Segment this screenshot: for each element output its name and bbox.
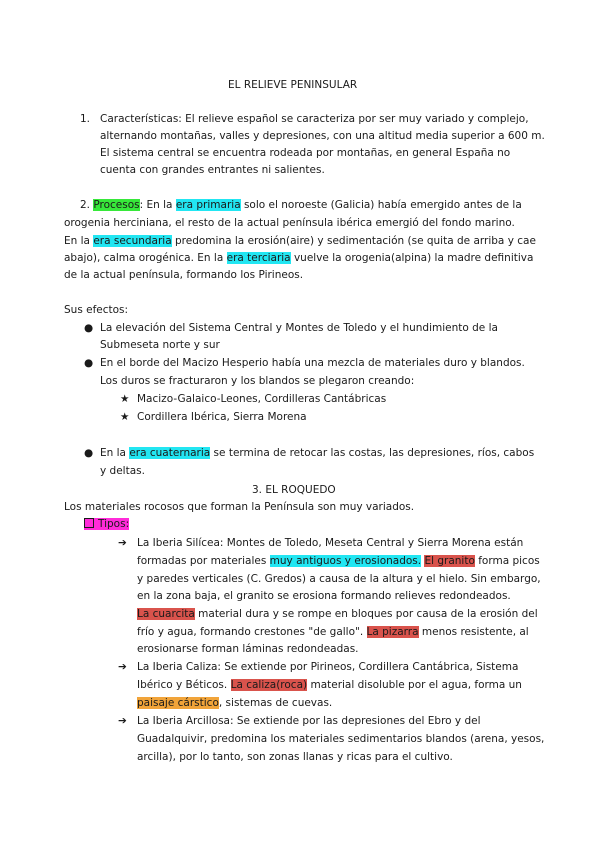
section2-text: abajo), calma orogénica. En la: [64, 252, 227, 264]
caliza-text: Ibérico y Béticos.: [137, 679, 231, 691]
highlight-era-terciaria: era terciaria: [226, 252, 291, 264]
section2-text: En la: [64, 235, 94, 247]
section2-line: [64, 234, 536, 248]
arrow-icon: ➔: [118, 661, 127, 673]
tipos-label-row: [84, 517, 129, 531]
efectos-line: y deltas.: [100, 465, 145, 477]
silicea-text: forma picos: [474, 555, 540, 567]
bullet-dot: ●: [84, 322, 94, 334]
highlight-pizarra: La pizarra: [366, 626, 419, 638]
section2-line: [80, 198, 522, 212]
silicea-line: [137, 625, 529, 639]
highlight-granito: El granito: [424, 555, 475, 567]
efectos-line: [100, 446, 534, 460]
efectos-subitem: Macizo-Galaico-Leones, Cordilleras Cantábricas: [137, 393, 387, 405]
caliza-text: , sistemas de cuevas.: [218, 697, 333, 709]
efectos-line: La elevación del Sistema Central y Montes de Toledo y el hundimiento de la: [100, 322, 498, 334]
arrow-icon: ➔: [118, 715, 127, 727]
section2-line: orogenia herciniana, el resto de la actual península ibérica emergió del fondo marino.: [64, 217, 515, 229]
page-title: EL RELIEVE PENINSULAR: [228, 79, 358, 91]
procesos-label: Procesos: [93, 199, 140, 211]
highlight-era-primaria: era primaria: [175, 199, 241, 211]
section1-number: 1.: [80, 113, 91, 125]
silicea-text: material dura y se rompe en bloques por causa de la erosión del: [194, 608, 538, 620]
section2-text: : En la: [139, 199, 176, 211]
section2-text: solo el noroeste (Galicia) había emergido antes de la: [240, 199, 522, 211]
silicea-line: [137, 607, 538, 621]
highlight-caliza: La caliza(roca): [230, 679, 308, 691]
highlight-era-secundaria: era secundaria: [93, 235, 172, 247]
silicea-line: La Iberia Silícea: Montes de Toledo, Meseta Central y Sierra Morena están: [137, 537, 524, 549]
bullet-dot: ●: [84, 447, 94, 459]
tipos-text: Tipos:: [98, 518, 130, 530]
section3-title: 3. EL ROQUEDO: [252, 484, 336, 496]
star-icon: ★: [120, 411, 130, 423]
silicea-line: y paredes verticales (C. Gredos) a causa de la altura y el hielo. Sin embargo,: [137, 573, 541, 585]
efectos-line: En el borde del Macizo Hesperio había una mezcla de materiales duro y blandos.: [100, 357, 525, 369]
caliza-text: material disoluble por el agua, forma un: [307, 679, 522, 691]
efectos-line: Submeseta norte y sur: [100, 339, 220, 351]
section2-text: predomina la erosión(aire) y sedimentación (se quita de arriba y cae: [171, 235, 536, 247]
arcillosa-line: Guadalquivir, predomina los materiales sedimentarios blandos (arena, yesos,: [137, 733, 545, 745]
section1-line: Características: El relieve español se caracteriza por ser muy variado y complejo,: [100, 113, 529, 125]
section1-line: alternando montañas, valles y depresiones, con una altitud media superior a 600 m.: [100, 130, 545, 142]
silicea-line: en la zona baja, el granito se erosiona formando relieves redondeados.: [137, 590, 511, 602]
star-icon: ★: [120, 393, 130, 405]
efectos-line: Los duros se fracturaron y los blandos se plegaron creando:: [100, 375, 415, 387]
highlight-era-cuaternaria: era cuaternaria: [129, 447, 211, 459]
silicea-text: menos resistente, al: [418, 626, 529, 638]
silicea-line: [137, 554, 540, 568]
arrow-icon: ➔: [118, 537, 127, 549]
bullet-dot: ●: [84, 357, 94, 369]
silicea-line: erosionarse forman láminas redondeadas.: [137, 643, 359, 655]
arcillosa-line: La Iberia Arcillosa: Se extiende por las depresiones del Ebro y del: [137, 715, 481, 727]
section2-text: vuelve la orogenia(alpina) la madre definitiva: [290, 252, 534, 264]
caliza-line: [137, 678, 522, 692]
highlight-cuarcita: La cuarcita: [137, 608, 195, 620]
silicea-text: frío y agua, formando crestones "de gallo".: [137, 626, 367, 638]
section1-line: cuenta con grandes entrantes ni salientes.: [100, 164, 325, 176]
section3-intro: Los materiales rocosos que forman la Península son muy variados.: [64, 501, 415, 513]
silicea-text: formadas por materiales: [137, 555, 270, 567]
section2-number: 2.: [80, 199, 91, 211]
checkbox-icon: [84, 518, 94, 528]
efectos-heading: Sus efectos:: [64, 304, 129, 316]
caliza-line: La Iberia Caliza: Se extiende por Pirineos, Cordillera Cantábrica, Sistema: [137, 661, 519, 673]
efectos-text: En la: [100, 447, 130, 459]
caliza-line: [137, 696, 332, 710]
highlight-paisaje-carstico: paisaje cárstico: [137, 697, 219, 709]
arcillosa-line: arcilla), por lo tanto, son zonas llanas y ricas para el cultivo.: [137, 751, 453, 763]
section2-line: [64, 251, 533, 265]
tipos-label: [84, 518, 129, 530]
section2-line: de la actual península, formando los Pirineos.: [64, 269, 304, 281]
section1-line: El sistema central se encuentra rodeada por montañas, en general España no: [100, 147, 511, 159]
efectos-text: se termina de retocar las costas, las depresiones, ríos, cabos: [210, 447, 535, 459]
efectos-subitem: Cordillera Ibérica, Sierra Morena: [137, 411, 307, 423]
highlight-antiguos: muy antiguos y erosionados.: [269, 555, 422, 567]
